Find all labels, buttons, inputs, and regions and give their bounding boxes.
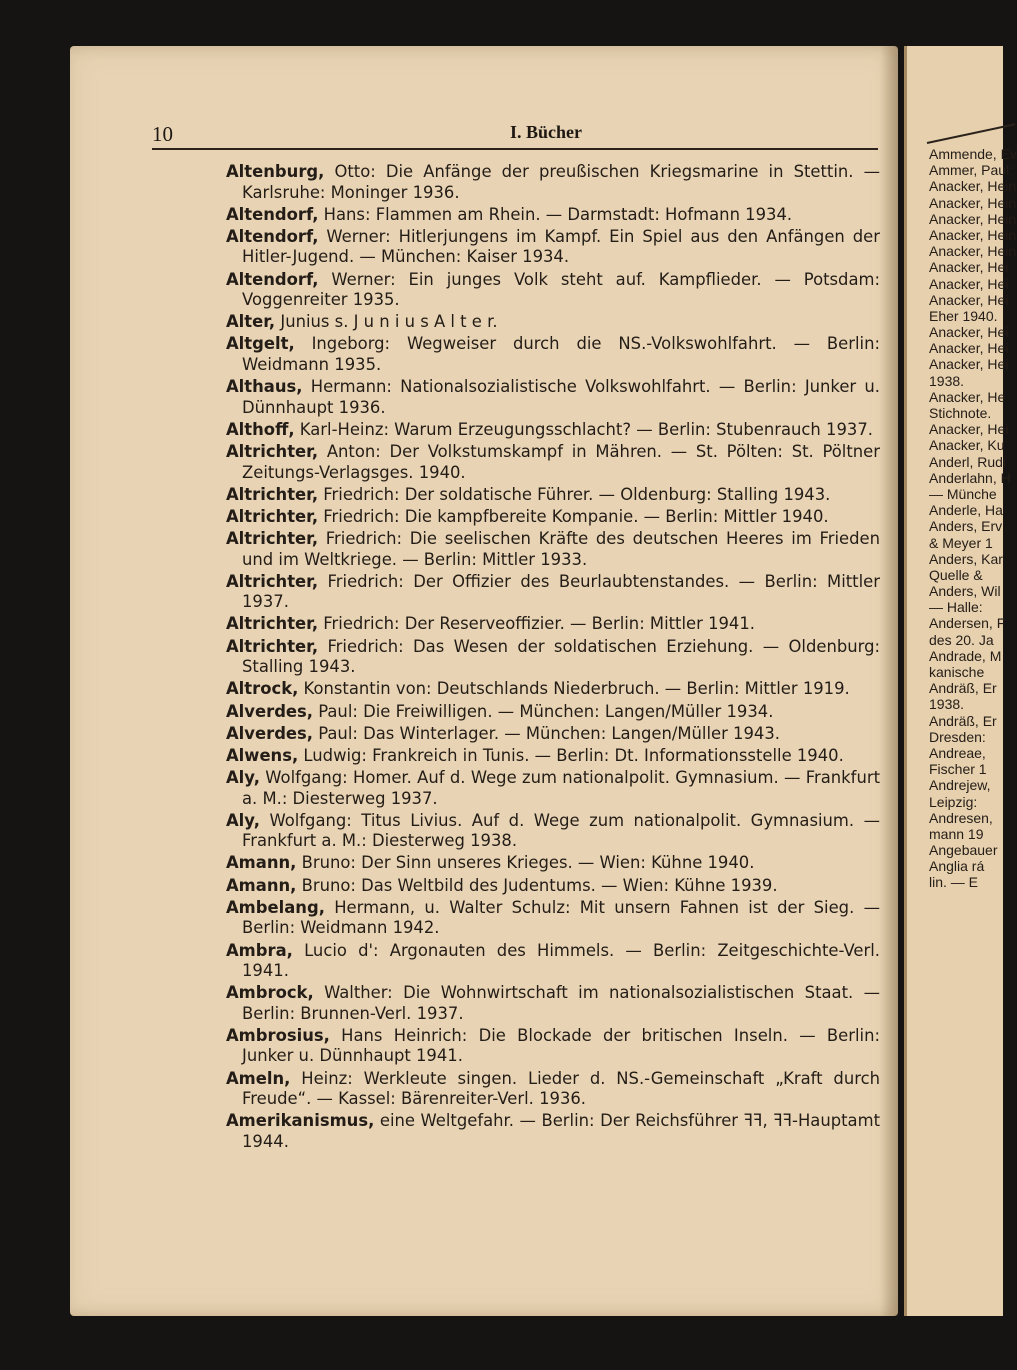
adjacent-page-text xyxy=(929,146,1017,891)
bibliography-entry xyxy=(226,853,880,874)
adjacent-line: Anacker, Hei xyxy=(929,421,1009,438)
adjacent-line: Anacker, Hein xyxy=(929,243,1017,260)
bibliography-entry xyxy=(226,507,880,528)
bibliography-entry xyxy=(226,941,880,982)
adjacent-line: Leipzig: xyxy=(929,793,978,810)
adjacent-line: Andräß, Er xyxy=(929,680,997,697)
adjacent-line: Quelle & xyxy=(929,566,983,583)
entry-text: Hans: Flammen am Rhein. — Darmstadt: Hofmann 1934. xyxy=(318,204,793,224)
bibliography-entry xyxy=(226,1026,880,1067)
bibliography-entry xyxy=(226,227,880,268)
entry-author: Aly, xyxy=(226,810,260,830)
entry-text: Lucio d': Argonauten des Himmels. — Berlin: Zeitgeschichte-Verl. 1941. xyxy=(242,940,880,980)
adjacent-line: Anacker, Hei xyxy=(929,324,1009,341)
adjacent-line: Anglia rá xyxy=(929,858,985,875)
bibliography-entry xyxy=(226,572,880,613)
page-number: 10 xyxy=(152,122,173,146)
entry-text: Werner: Ein junges Volk steht auf. Kampflieder. — Potsdam: Voggenreiter 1935. xyxy=(242,269,880,310)
entry-author: Altrichter, xyxy=(226,484,319,504)
adjacent-line: Andräß, Er xyxy=(929,712,997,729)
bibliography-entry xyxy=(226,768,880,809)
entry-text: Paul: Die Freiwilligen. — München: Langen/Müller 1934. xyxy=(313,701,774,721)
entry-text: Hans Heinrich: Die Blockade der britischen Inseln. — Berlin: Junker u. Dünnhaupt 1941. xyxy=(242,1025,880,1066)
entry-text: Ludwig: Frankreich in Tunis. — Berlin: Dt. Informationsstelle 1940. xyxy=(298,745,844,765)
entry-author: Amann, xyxy=(226,853,297,873)
entry-author: Ambrosius, xyxy=(226,1025,330,1045)
bibliography-entry xyxy=(226,270,880,311)
entry-author: Altrichter, xyxy=(226,636,319,656)
adjacent-line: Anacker, Hei xyxy=(929,275,1009,292)
bibliography-entry xyxy=(226,420,880,441)
entry-text: Karl-Heinz: Warum Erzeugungsschlacht? — Berlin: Stubenrauch 1937. xyxy=(294,419,873,439)
entry-text: Heinz: Werkleute singen. Lieder d. NS.-Gemeinschaft „Kraft durch Freude“. — Kassel: Bärenreiter-Verl. 1936. xyxy=(242,1068,880,1109)
adjacent-line: & Meyer 1 xyxy=(929,534,993,551)
adjacent-line: Anders, Erv xyxy=(929,518,1003,535)
entry-text: Friedrich: Der Offizier des Beurlaubtenstandes. — Berlin: Mittler 1937. xyxy=(242,571,880,612)
entry-author: Alverdes, xyxy=(226,701,314,721)
bibliography-entry xyxy=(226,1111,880,1152)
adjacent-line: Angebauer xyxy=(929,842,998,859)
adjacent-line: Ammer, Paul: xyxy=(929,162,1014,179)
bibliography-entry xyxy=(226,983,880,1024)
adjacent-line: kanische xyxy=(929,664,985,680)
page-gutter-shadow xyxy=(880,46,898,1316)
adjacent-line: Fischer 1 xyxy=(929,761,987,778)
adjacent-line: Anacker, Hein xyxy=(929,210,1017,227)
bibliography-entry xyxy=(226,334,880,375)
adjacent-line: Anacker, Hei xyxy=(929,356,1009,373)
section-title: I. Bücher xyxy=(510,122,582,142)
entry-author: Amann, xyxy=(226,875,297,895)
entry-author: Althoff, xyxy=(226,419,295,439)
adjacent-line: 1938. xyxy=(929,696,965,713)
adjacent-page-rule xyxy=(927,123,1015,144)
bibliography-entry xyxy=(226,442,880,483)
adjacent-line: lin. — E xyxy=(929,874,979,891)
entry-text: Bruno: Der Sinn unseres Krieges. — Wien: Kühne 1940. xyxy=(296,853,755,873)
bibliography-entry xyxy=(226,205,880,226)
entry-author: Althaus, xyxy=(226,377,303,397)
entry-text: Friedrich: Die kampfbereite Kompanie. — Berlin: Mittler 1940. xyxy=(318,506,829,526)
bibliography-entry xyxy=(226,637,880,678)
entry-text: Friedrich: Die seelischen Kräfte des deutschen Heeres im Frieden und im Weltkriege. — Berlin: Mittler 1933. xyxy=(242,529,880,569)
bibliography-entry xyxy=(226,485,880,506)
adjacent-line: Andrejew, xyxy=(929,777,991,794)
adjacent-line: Anacker, Hei xyxy=(929,259,1009,276)
entry-author: Altrichter, xyxy=(226,571,319,591)
entry-author: Altrock, xyxy=(226,679,299,699)
entry-text: Werner: Hitlerjungens im Kampf. Ein Spiel aus den Anfängen der Hitler-Jugend. — München: Kaiser 1934. xyxy=(242,226,880,267)
bibliography-entry xyxy=(226,702,880,723)
bibliography-entry xyxy=(226,876,880,897)
entry-author: Alverdes, xyxy=(226,723,314,743)
adjacent-line: Anderl, Rudi xyxy=(929,453,1007,470)
adjacent-line: mann 19 xyxy=(929,825,984,842)
bibliography-entry xyxy=(226,529,880,570)
entry-text: Bruno: Das Weltbild des Judentums. — Wien: Kühne 1939. xyxy=(296,875,778,895)
bibliography-entry xyxy=(226,1069,880,1110)
entry-author: Altendorf, xyxy=(226,226,319,246)
adjacent-page xyxy=(904,46,1017,1316)
entry-text: Junius s. J u n i u s A l t e r. xyxy=(275,312,498,332)
entry-text: Ingeborg: Wegweiser durch die NS.-Volkswohlfahrt. — Berlin: Weidmann 1935. xyxy=(242,334,880,374)
entry-author: Ambelang, xyxy=(226,897,325,917)
entry-author: Altgelt, xyxy=(226,334,295,354)
adjacent-line: Anacker, Hei xyxy=(929,340,1009,357)
entry-text: Wolfgang: Titus Livius. Auf d. Wege zum nationalpolit. Gymnasium. — Frankfurt a. M.: Diesterweg 1938. xyxy=(242,810,880,851)
adjacent-line: Ammende, Ev xyxy=(929,146,1017,162)
adjacent-line: Andrade, M xyxy=(929,647,1002,664)
entry-author: Altrichter, xyxy=(226,506,319,526)
adjacent-line: Andresen, xyxy=(929,809,993,826)
adjacent-line: Anderle, Ha xyxy=(929,502,1003,519)
entry-author: Altenburg, xyxy=(226,162,325,181)
bibliography-entry xyxy=(226,312,880,333)
entry-text: Walther: Die Wohnwirtschaft im nationalsozialistischen Staat. — Berlin: Brunnen-Verl. 1937. xyxy=(242,983,880,1023)
adjacent-line: Anacker, Hein xyxy=(929,226,1017,243)
entry-text: Anton: Der Volkstumskampf in Mähren. — St. Pölten: St. Pöltner Zeitungs-Verlagsges. 1940. xyxy=(242,442,880,482)
entry-author: Amerikanismus, xyxy=(226,1111,375,1131)
bibliography-entry xyxy=(226,679,880,700)
adjacent-line: Dresden: xyxy=(929,728,986,745)
entry-author: Alter, xyxy=(226,312,276,332)
entry-author: Aly, xyxy=(226,768,260,788)
entry-author: Alwens, xyxy=(226,745,299,765)
entry-text: Wolfgang: Homer. Auf d. Wege zum nationalpolit. Gymnasium. — Frankfurt a. M.: Diesterweg 1937. xyxy=(242,768,880,808)
bibliography-entry xyxy=(226,746,880,767)
entry-text: Friedrich: Der soldatische Führer. — Oldenburg: Stalling 1943. xyxy=(318,484,831,504)
adjacent-line: Anacker, Ku xyxy=(929,437,1005,454)
adjacent-line: Anacker, Hei xyxy=(929,291,1009,308)
entry-author: Altrichter, xyxy=(226,529,319,549)
bibliography-entry xyxy=(226,724,880,745)
adjacent-line: des 20. Ja xyxy=(929,631,994,648)
adjacent-line: Anders, Wil xyxy=(929,583,1001,600)
entry-author: Ameln, xyxy=(226,1068,291,1088)
entry-text: Friedrich: Das Wesen der soldatischen Erziehung. — Oldenburg: Stalling 1943. xyxy=(242,636,880,677)
bibliography-entry xyxy=(226,811,880,852)
entry-text: Hermann: Nationalsozialistische Volkswohlfahrt. — Berlin: Junker u. Dünnhaupt 1936. xyxy=(242,377,880,417)
bibliography-entry xyxy=(226,898,880,939)
entry-text: Friedrich: Der Reserveoffizier. — Berlin: Mittler 1941. xyxy=(318,614,755,634)
entry-text: eine Weltgefahr. — Berlin: Der Reichsführer ꟻꟻ, ꟻꟻ-Hauptamt 1944. xyxy=(242,1111,880,1151)
adjacent-line: Andersen, F xyxy=(929,615,1006,632)
adjacent-line: 1938. xyxy=(929,372,965,389)
adjacent-line: Anacker, Hein xyxy=(929,178,1017,195)
entry-author: Altendorf, xyxy=(226,204,319,224)
entry-author: Ambra, xyxy=(226,940,293,960)
adjacent-line: Eher 1940. xyxy=(929,307,998,324)
entry-author: Altrichter, xyxy=(226,614,319,634)
entry-author: Altrichter, xyxy=(226,442,319,461)
entry-author: Ambrock, xyxy=(226,983,314,1003)
entry-text: Paul: Das Winterlager. — München: Langen/Müller 1943. xyxy=(313,723,780,743)
bibliography-entry xyxy=(226,162,880,203)
page-header xyxy=(152,118,878,150)
adjacent-line: Anacker, Hein xyxy=(929,194,1017,211)
adjacent-line: — Halle: xyxy=(929,599,983,616)
bibliography-entry xyxy=(226,377,880,418)
bibliography-list xyxy=(226,162,880,1154)
adjacent-line: Anacker, He xyxy=(929,388,1006,405)
bibliography-entry xyxy=(226,614,880,635)
entry-author: Altendorf, xyxy=(226,269,319,289)
adjacent-line: Andreae, xyxy=(929,744,986,761)
entry-text: Konstantin von: Deutschlands Niederbruch. — Berlin: Mittler 1919. xyxy=(298,679,850,699)
adjacent-line: Anders, Kar xyxy=(929,550,1003,567)
adjacent-line: — Münche xyxy=(929,485,997,502)
adjacent-line: Stichnote. xyxy=(929,405,992,421)
entry-text: Otto: Die Anfänge der preußischen Kriegsmarine in Stettin. — Karlsruhe: Moninger 1936. xyxy=(242,162,880,202)
entry-text: Hermann, u. Walter Schulz: Mit unsern Fahnen ist der Sieg. — Berlin: Weidmann 1942. xyxy=(242,897,880,938)
adjacent-line: Anderlahn, H xyxy=(929,469,1011,486)
